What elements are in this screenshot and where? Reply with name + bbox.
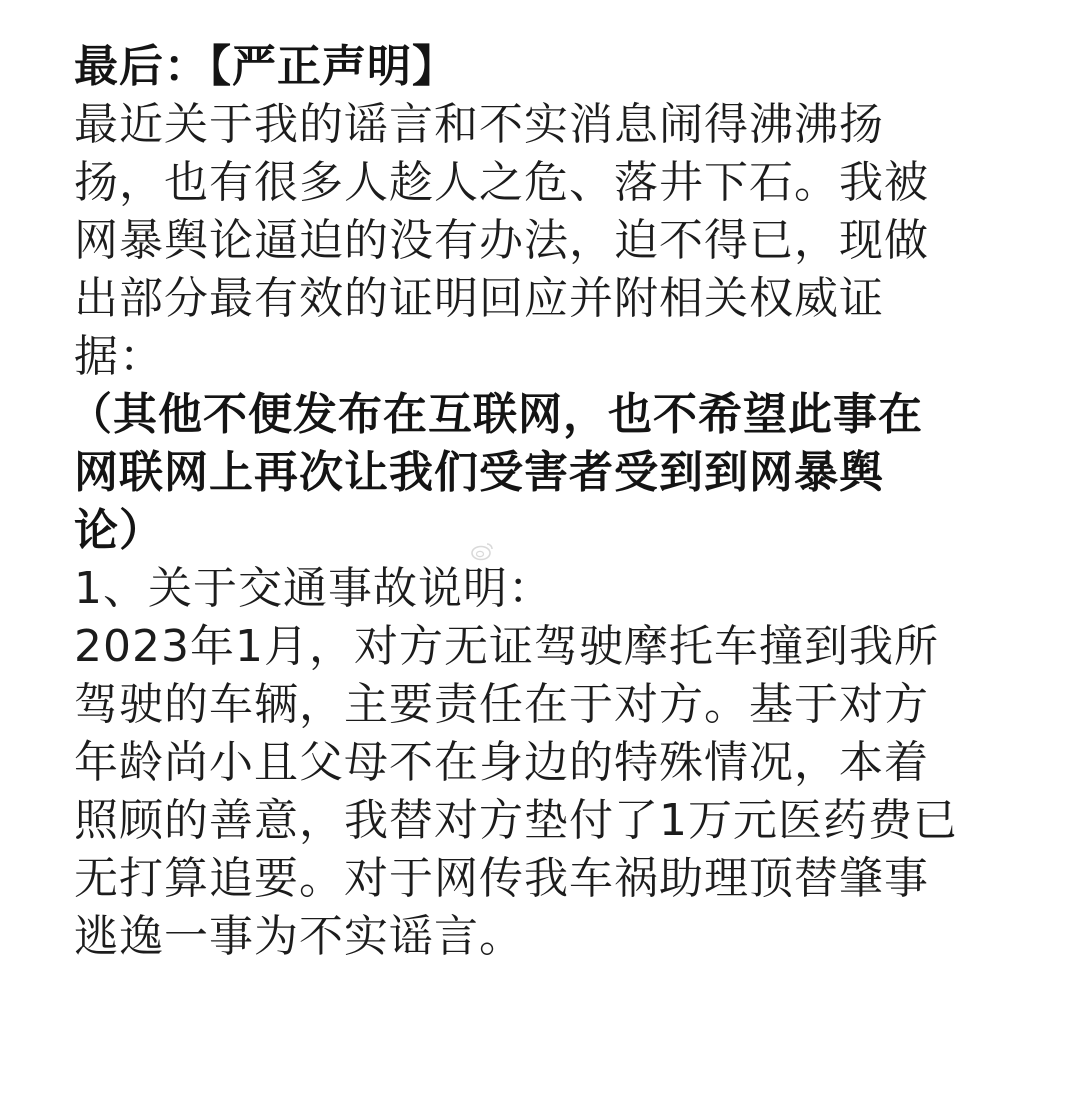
text-line: 无打算追要。对于网传我车祸助理顶替肇事 [74, 853, 929, 904]
text-line: 最近关于我的谣言和不实消息闹得沸沸扬 [74, 99, 884, 150]
text-line: 网暴舆论逼迫的没有办法，迫不得已，现做 [74, 215, 929, 266]
text-line: 2023年1月，对方无证驾驶摩托车撞到我所 [74, 621, 939, 672]
bold-note-line: 论） [74, 505, 164, 556]
statement-document [68, 38, 1034, 966]
paragraph-intro [74, 96, 1034, 386]
text-line: 据： [74, 331, 164, 382]
text-line: 扬，也有很多人趁人之危、落井下石。我被 [74, 157, 929, 208]
text-line: 年龄尚小且父母不在身边的特殊情况，本着 [74, 737, 929, 788]
section-body-traffic-accident [74, 618, 1034, 966]
text-line: 照顾的善意，我替对方垫付了1万元医药费已 [74, 795, 958, 846]
text-line: 逃逸一事为不实谣言。 [74, 911, 524, 962]
bold-note-line: 网联网上再次让我们受害者受到到网暴舆 [74, 447, 884, 498]
statement-heading: 最后：【严正声明】 [74, 41, 457, 92]
bold-note [68, 386, 1034, 560]
text-line: 驾驶的车辆，主要责任在于对方。基于对方 [74, 679, 929, 730]
section-title-traffic-accident: 1、关于交通事故说明： [74, 563, 553, 614]
bold-note-line: （其他不便发布在互联网，也不希望此事在 [68, 389, 923, 440]
text-line: 出部分最有效的证明回应并附相关权威证 [74, 273, 884, 324]
